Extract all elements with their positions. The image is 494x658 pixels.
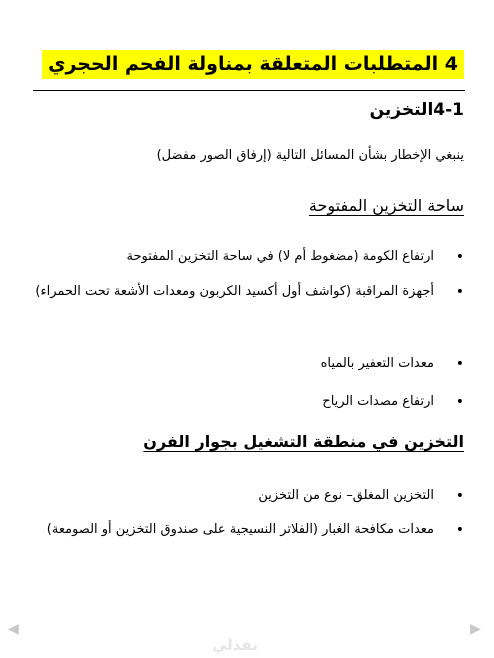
list-item (34, 239, 464, 275)
list-item-text: معدات مكافحة الغبار (الفلاتر النسيجية على صندوق التخزين أو الصومعة) (46, 522, 434, 537)
section-heading: 4 المتطلبات المتعلقة بمناولة الفحم الحجري (42, 50, 464, 79)
next-page-icon[interactable]: ▶ (470, 621, 481, 637)
bullet-icon: • (455, 249, 464, 265)
list-item (34, 384, 464, 420)
section2-title: التخزين في منطقة التشغيل بجوار الفرن (143, 432, 464, 451)
list-item-text: أجهزة المراقبة (كواشف أول أكسيد الكربون ومعدات الأشعة تحت الحمراء) (35, 284, 434, 299)
bullet-icon: • (455, 284, 464, 300)
list-item (34, 346, 464, 382)
section-heading-wrap (42, 50, 464, 79)
list-item-text: ارتفاع مصدات الرياح (322, 394, 434, 409)
prev-page-icon[interactable]: ◀ (8, 621, 19, 637)
watermark: نفذلي (212, 636, 258, 654)
bullet-icon: • (455, 394, 464, 410)
list-item-text: معدات التعفير بالمياه (320, 356, 434, 371)
list-item (34, 478, 464, 514)
list-item-text: التخزين المغلق– نوع من التخزين (258, 488, 434, 503)
bullet-icon: • (455, 488, 464, 504)
section1-title: ساحة التخزين المفتوحة (308, 196, 464, 215)
list-item-text: ارتفاع الكومة (مضغوط أم لا) في ساحة التخزين المفتوحة (126, 249, 434, 264)
list-item (34, 274, 464, 310)
heading-divider (33, 90, 465, 91)
subsection-heading: 4-1التخزين (369, 100, 464, 120)
bullet-icon: • (455, 522, 464, 538)
intro-paragraph: ينبغي الإخطار بشأن المسائل التالية (إرفاق الصور مفضل) (156, 148, 464, 163)
bullet-icon: • (455, 356, 464, 372)
list-item (34, 512, 464, 548)
